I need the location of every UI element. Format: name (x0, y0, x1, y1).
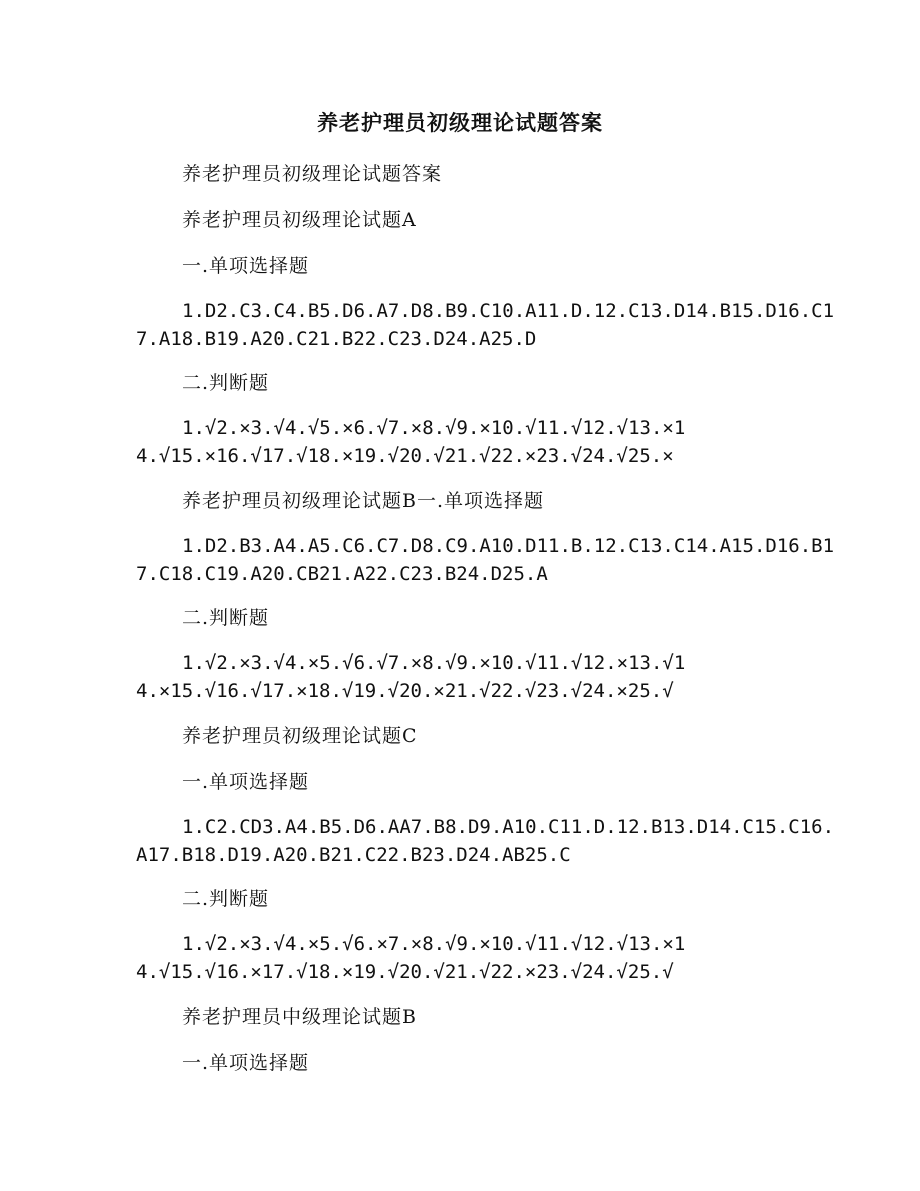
answers-judgment-b (136, 649, 786, 705)
answers-line-1: 1.C2.CD3.A4.B5.D6.AA7.B8.D9.A10.C11.D.12.B13.D14.C15.C16. (182, 816, 835, 838)
answers-line-1: 1.√2.×3.√4.√5.×6.√7.×8.√9.×10.√11.√12.√13.×1 (182, 417, 686, 439)
section-judgment-c: 二.判断题 (182, 888, 270, 910)
answers-line-2: 4.√15.√16.×17.√18.×19.√20.√21.√22.×23.√24.√25.√ (136, 961, 674, 983)
heading-intermediate-b: 养老护理员中级理论试题B (182, 1006, 417, 1028)
heading-test-c: 养老护理员初级理论试题C (182, 725, 418, 747)
heading-test-a: 养老护理员初级理论试题A (182, 209, 417, 231)
heading-answers: 养老护理员初级理论试题答案 (182, 163, 443, 185)
answers-line-1: 1.√2.×3.√4.×5.√6.√7.×8.√9.×10.√11.√12.×13.√1 (182, 652, 686, 674)
answers-line-2: 4.√15.×16.√17.√18.×19.√20.√21.√22.×23.√24.√25.× (136, 445, 674, 467)
answers-line-1: 1.D2.C3.C4.B5.D6.A7.D8.B9.C10.A11.D.12.C13.D14.B15.D16.C1 (182, 300, 835, 322)
heading-test-b: 养老护理员初级理论试题B一.单项选择题 (182, 490, 545, 512)
answers-single-choice-a (136, 297, 835, 353)
answers-single-choice-b (136, 532, 835, 588)
answers-line-2: 4.×15.√16.√17.×18.√19.√20.×21.√22.√23.√24.×25.√ (136, 680, 674, 702)
document-title: 养老护理员初级理论试题答案 (317, 110, 603, 135)
answers-single-choice-c (136, 813, 835, 869)
answers-line-2: A17.B18.D19.A20.B21.C22.B23.D24.AB25.C (136, 844, 571, 866)
answers-judgment-a (136, 414, 786, 470)
section-single-choice-intermediate: 一.单项选择题 (182, 1052, 310, 1074)
answers-line-1: 1.√2.×3.√4.×5.√6.×7.×8.√9.×10.√11.√12.√13.×1 (182, 933, 686, 955)
answers-line-2: 7.C18.C19.A20.CB21.A22.C23.B24.D25.A (136, 563, 548, 585)
section-single-choice-a: 一.单项选择题 (182, 255, 310, 277)
answers-line-2: 7.A18.B19.A20.C21.B22.C23.D24.A25.D (136, 328, 537, 350)
answers-judgment-c (136, 930, 786, 986)
answers-line-1: 1.D2.B3.A4.A5.C6.C7.D8.C9.A10.D11.B.12.C13.C14.A15.D16.B1 (182, 535, 835, 557)
section-judgment-b: 二.判断题 (182, 607, 270, 629)
section-single-choice-c: 一.单项选择题 (182, 771, 310, 793)
section-judgment-a: 二.判断题 (182, 372, 270, 394)
